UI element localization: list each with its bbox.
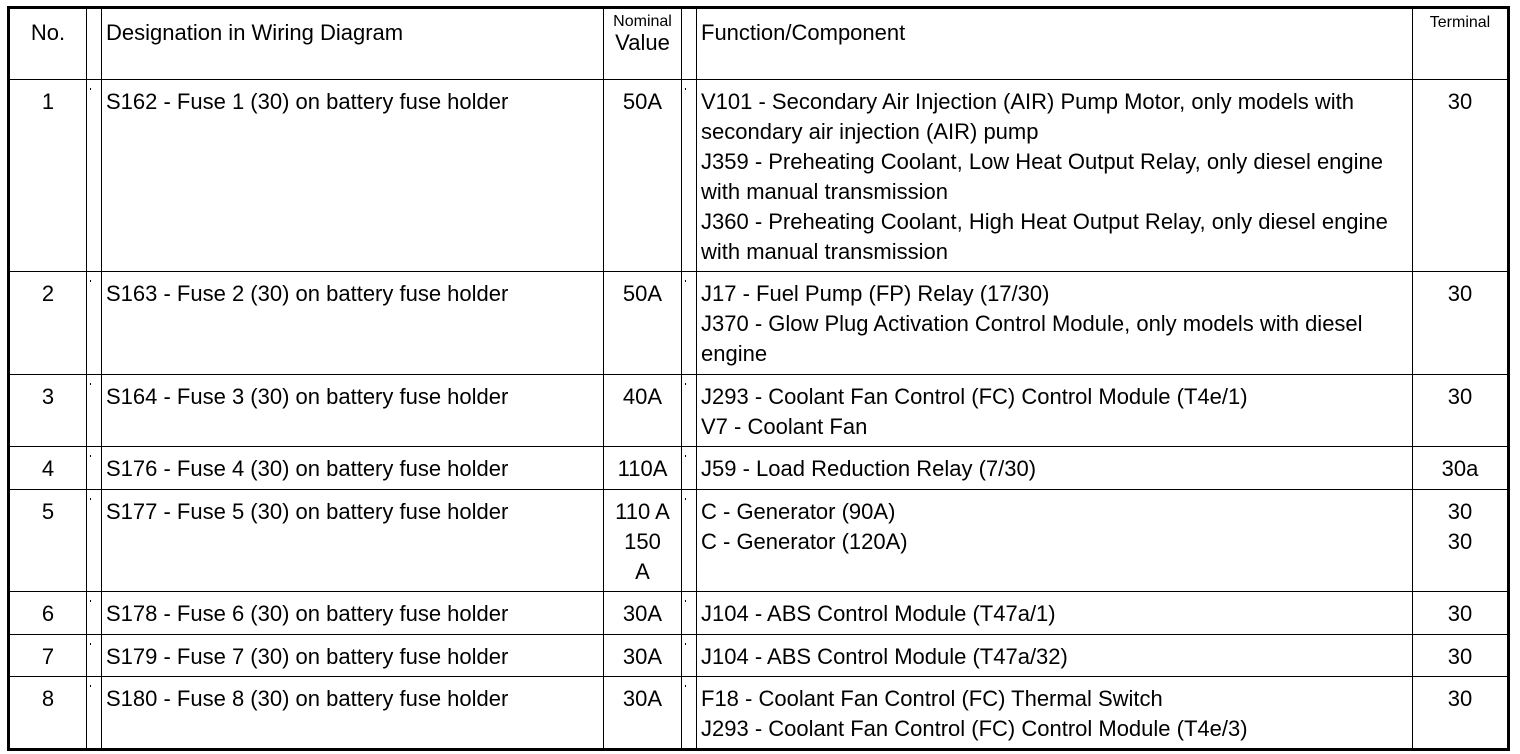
header-designation: Designation in Wiring Diagram (102, 8, 604, 80)
row-nominal-value (604, 635, 682, 677)
table-row (9, 447, 1509, 490)
row-terminal (1413, 490, 1509, 592)
gap-mark (685, 455, 686, 457)
nominal-value-line: 50A (622, 281, 663, 306)
row-nominal-value (604, 80, 682, 272)
gap-mark (90, 280, 91, 282)
nominal-value-line: 30A (622, 644, 663, 669)
nominal-value-line: 30A (622, 686, 663, 711)
row-gap (682, 375, 697, 447)
nominal-value-line: 110 A (615, 499, 670, 524)
gap-mark (685, 383, 686, 385)
table-row (9, 375, 1509, 447)
header-gap (87, 8, 102, 80)
function-item: J359 - Preheating Coolant, Low Heat Output Relay, only diesel engine with manual transmission (701, 149, 1384, 204)
function-item: C - Generator (90A) (701, 499, 896, 524)
row-nominal-value (604, 272, 682, 375)
nominal-value-line: 30A (622, 601, 663, 626)
row-designation: S177 - Fuse 5 (30) on battery fuse holder (102, 490, 604, 592)
row-gap (682, 80, 697, 272)
row-gap (87, 80, 102, 272)
terminal-value: 30 (1447, 529, 1473, 554)
function-item: C - Generator (120A) (701, 529, 908, 554)
row-terminal (1413, 677, 1509, 750)
table-row (9, 80, 1509, 272)
header-value-label: Value (615, 30, 670, 55)
header-no: No. (9, 8, 87, 80)
gap-mark (685, 600, 686, 602)
gap-mark (90, 455, 91, 457)
function-item: J104 - ABS Control Module (T47a/1) (701, 601, 1056, 626)
gap-mark (685, 643, 686, 645)
row-gap (682, 635, 697, 677)
gap-mark (685, 498, 686, 500)
table-row (9, 490, 1509, 592)
row-designation: S162 - Fuse 1 (30) on battery fuse holder (102, 80, 604, 272)
terminal-value: 30 (1447, 686, 1473, 711)
row-gap (87, 592, 102, 635)
header-terminal: Terminal (1413, 8, 1509, 80)
row-function (697, 677, 1413, 750)
fuse-table (7, 6, 1510, 751)
gap-mark (90, 88, 91, 90)
function-item: V7 - Coolant Fan (701, 414, 868, 439)
row-function (697, 375, 1413, 447)
gap-mark (685, 88, 686, 90)
row-nominal-value (604, 677, 682, 750)
row-gap (682, 272, 697, 375)
function-item: F18 - Coolant Fan Control (FC) Thermal Switch (701, 686, 1163, 711)
table-row (9, 635, 1509, 677)
row-gap (682, 677, 697, 750)
terminal-value: 30 (1447, 601, 1473, 626)
row-designation: S164 - Fuse 3 (30) on battery fuse holder (102, 375, 604, 447)
row-function (697, 272, 1413, 375)
row-number: 3 (9, 375, 87, 447)
row-terminal (1413, 592, 1509, 635)
row-number: 8 (9, 677, 87, 750)
table-row (9, 592, 1509, 635)
row-function (697, 592, 1413, 635)
row-number: 6 (9, 592, 87, 635)
header-nominal-value (604, 8, 682, 80)
row-gap (682, 447, 697, 490)
row-gap (87, 677, 102, 750)
row-gap (87, 375, 102, 447)
header-function: Function/Component (697, 8, 1413, 80)
row-gap (87, 447, 102, 490)
row-nominal-value (604, 490, 682, 592)
header-gap (682, 8, 697, 80)
row-terminal (1413, 272, 1509, 375)
nominal-value-line: 150 (624, 529, 661, 554)
function-item: J360 - Preheating Coolant, High Heat Output Relay, only diesel engine with manual transmission (701, 209, 1388, 264)
function-item: V101 - Secondary Air Injection (AIR) Pump Motor, only models with secondary air injection (AIR) pump (701, 89, 1354, 144)
row-designation: S163 - Fuse 2 (30) on battery fuse holder (102, 272, 604, 375)
row-designation: S176 - Fuse 4 (30) on battery fuse holder (102, 447, 604, 490)
row-terminal (1413, 635, 1509, 677)
terminal-value: 30 (1447, 499, 1473, 524)
terminal-value: 30 (1447, 384, 1473, 409)
row-nominal-value (604, 375, 682, 447)
gap-mark (90, 643, 91, 645)
row-number: 1 (9, 80, 87, 272)
row-terminal (1413, 80, 1509, 272)
row-gap (682, 490, 697, 592)
terminal-value: 30 (1447, 281, 1473, 306)
function-item: J293 - Coolant Fan Control (FC) Control Module (T4e/3) (701, 716, 1248, 741)
row-designation: S180 - Fuse 8 (30) on battery fuse holder (102, 677, 604, 750)
nominal-value-line: 40A (622, 384, 663, 409)
nominal-value-line: 110A (617, 456, 668, 481)
terminal-value: 30a (1441, 456, 1479, 481)
table-row (9, 677, 1509, 750)
function-item: J293 - Coolant Fan Control (FC) Control Module (T4e/1) (701, 384, 1248, 409)
row-number: 5 (9, 490, 87, 592)
row-designation: S179 - Fuse 7 (30) on battery fuse holder (102, 635, 604, 677)
gap-mark (685, 280, 686, 282)
row-number: 4 (9, 447, 87, 490)
row-function (697, 447, 1413, 490)
function-item: J104 - ABS Control Module (T47a/32) (701, 644, 1068, 669)
function-item: J370 - Glow Plug Activation Control Module, only models with diesel engine (701, 311, 1363, 366)
row-function (697, 635, 1413, 677)
nominal-value-line: 50A (622, 89, 663, 114)
nominal-value-line: A (635, 559, 650, 584)
header-row (9, 8, 1509, 80)
row-nominal-value (604, 592, 682, 635)
function-item: J59 - Load Reduction Relay (7/30) (701, 456, 1037, 481)
row-gap (87, 490, 102, 592)
row-gap (87, 272, 102, 375)
terminal-value: 30 (1447, 644, 1473, 669)
row-number: 7 (9, 635, 87, 677)
row-terminal (1413, 447, 1509, 490)
gap-mark (90, 383, 91, 385)
gap-mark (90, 498, 91, 500)
row-gap (682, 592, 697, 635)
gap-mark (90, 685, 91, 687)
row-gap (87, 635, 102, 677)
header-nominal-label: Nominal (613, 13, 672, 30)
row-function (697, 80, 1413, 272)
row-number: 2 (9, 272, 87, 375)
row-nominal-value (604, 447, 682, 490)
gap-mark (685, 685, 686, 687)
table-body (9, 80, 1509, 750)
function-item: J17 - Fuel Pump (FP) Relay (17/30) (701, 281, 1050, 306)
row-designation: S178 - Fuse 6 (30) on battery fuse holder (102, 592, 604, 635)
gap-mark (90, 600, 91, 602)
row-terminal (1413, 375, 1509, 447)
row-function (697, 490, 1413, 592)
table-row (9, 272, 1509, 375)
terminal-value: 30 (1447, 89, 1473, 114)
